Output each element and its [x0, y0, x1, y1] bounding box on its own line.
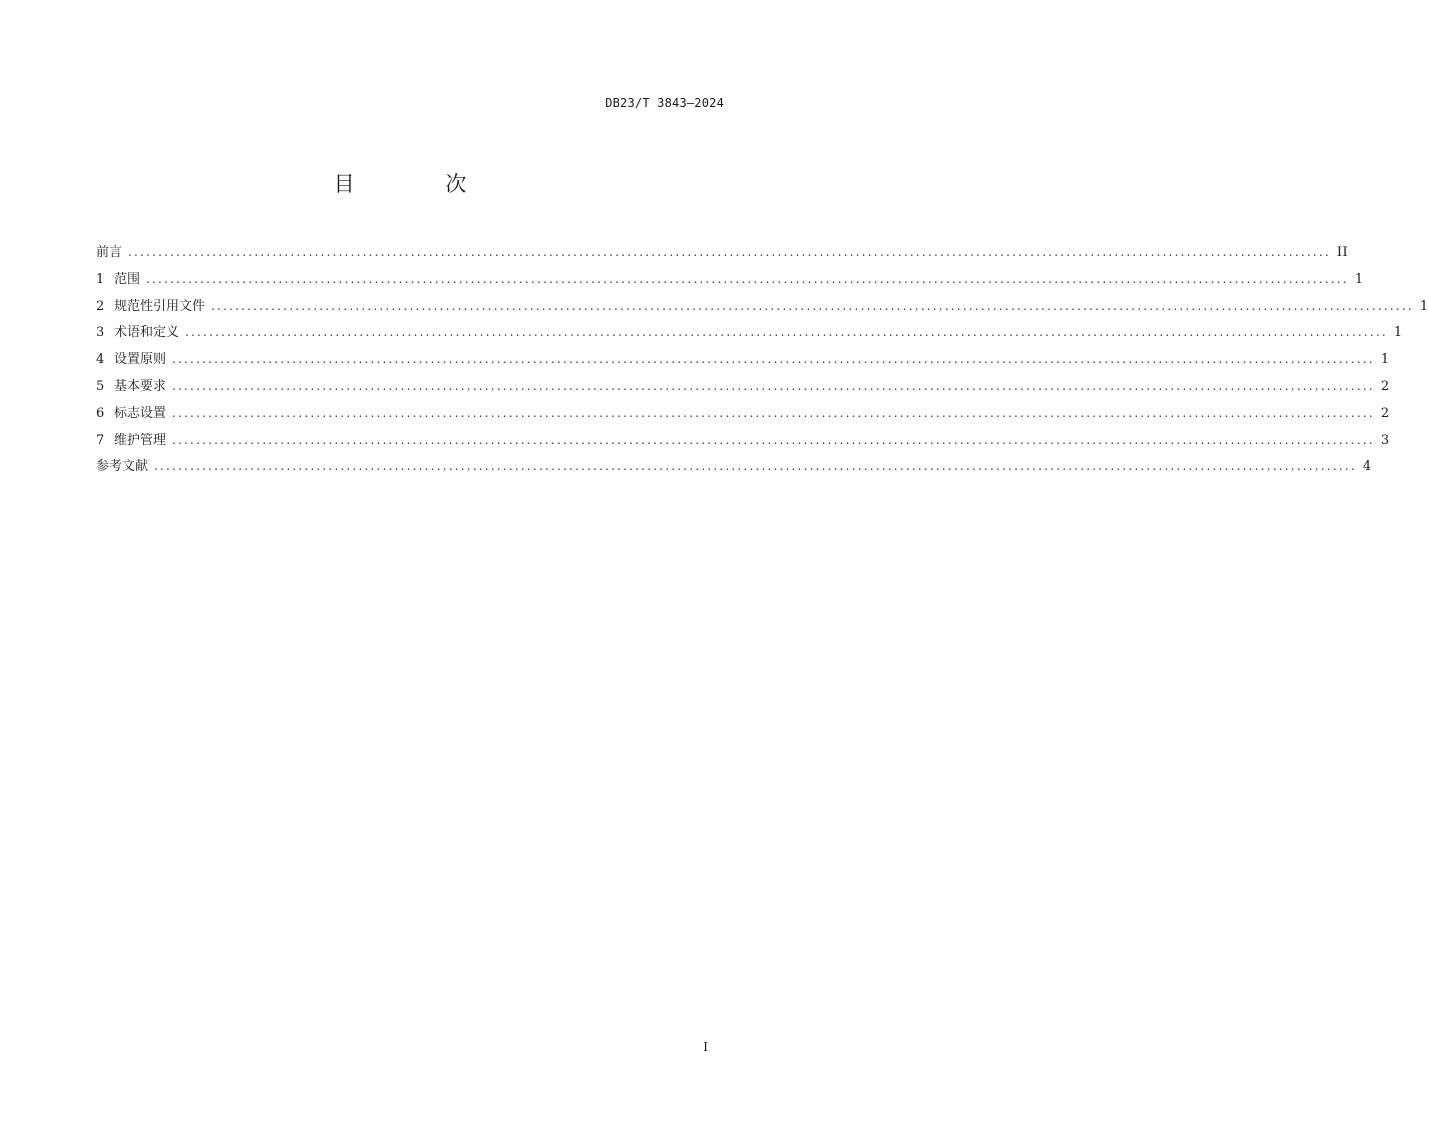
toc-entry-page: 1 — [1419, 298, 1429, 314]
page-number: I — [703, 1040, 708, 1054]
toc-leader-dots: ........................................................................................................................................................................................................ — [146, 271, 1349, 286]
toc-title: 目 次 — [333, 172, 509, 196]
toc-entry-page: 3 — [1380, 432, 1390, 448]
toc-leader-dots: ........................................................................................................................................................................................................ — [172, 432, 1375, 447]
toc-entry-scope[interactable] — [96, 269, 1364, 296]
toc-leader-dots: ........................................................................................................................................................................................................ — [172, 378, 1375, 393]
toc-entry-number: 7 — [96, 432, 105, 448]
toc-entry-label: 范围 — [114, 271, 141, 287]
toc-entry-page: 4 — [1362, 459, 1372, 475]
toc-entry-setting-principles[interactable] — [96, 349, 1390, 376]
toc-entry-number: 1 — [96, 271, 105, 287]
toc-entry-label: 术语和定义 — [114, 325, 180, 341]
document-code: DB23/T 3843—2024 — [605, 96, 724, 110]
toc-entry-number: 5 — [96, 378, 105, 394]
toc-entry-page: 1 — [1354, 271, 1364, 287]
toc-entry-number: 6 — [96, 405, 105, 421]
toc-entry-maintenance[interactable] — [96, 430, 1390, 457]
toc-entry-foreword[interactable] — [96, 242, 1349, 269]
toc-entry-label: 参考文献 — [96, 459, 149, 475]
table-of-contents — [96, 242, 1429, 483]
toc-entry-normative-references[interactable] — [96, 296, 1429, 323]
toc-leader-dots: ........................................................................................................................................................................................................ — [172, 405, 1375, 420]
toc-leader-dots: ........................................................................................................................................................................................................ — [172, 352, 1375, 367]
toc-entry-sign-setting[interactable] — [96, 403, 1390, 430]
toc-entry-basic-requirements[interactable] — [96, 376, 1390, 403]
toc-entry-label: 设置原则 — [114, 352, 167, 368]
toc-entry-page: 2 — [1380, 378, 1390, 394]
toc-entry-bibliography[interactable] — [96, 456, 1372, 483]
toc-entry-page: II — [1336, 245, 1349, 260]
toc-entry-label: 基本要求 — [114, 378, 167, 394]
toc-leader-dots: ........................................................................................................................................................................................................ — [211, 298, 1414, 313]
toc-entry-label: 前言 — [96, 245, 123, 260]
toc-entry-number: 3 — [96, 325, 105, 341]
toc-leader-dots: ........................................................................................................................................................................................................ — [128, 245, 1331, 259]
toc-entry-label: 标志设置 — [114, 405, 167, 421]
toc-entry-label: 规范性引用文件 — [114, 298, 206, 314]
toc-entry-number: 2 — [96, 298, 105, 314]
toc-leader-dots: ........................................................................................................................................................................................................ — [185, 325, 1388, 340]
toc-entry-label: 维护管理 — [114, 432, 167, 448]
toc-leader-dots: ........................................................................................................................................................................................................ — [154, 459, 1357, 474]
toc-entry-number: 4 — [96, 352, 105, 368]
toc-entry-page: 1 — [1393, 325, 1403, 341]
toc-entry-page: 2 — [1380, 405, 1390, 421]
toc-entry-page: 1 — [1380, 352, 1390, 368]
toc-entry-terms-definitions[interactable] — [96, 322, 1403, 349]
